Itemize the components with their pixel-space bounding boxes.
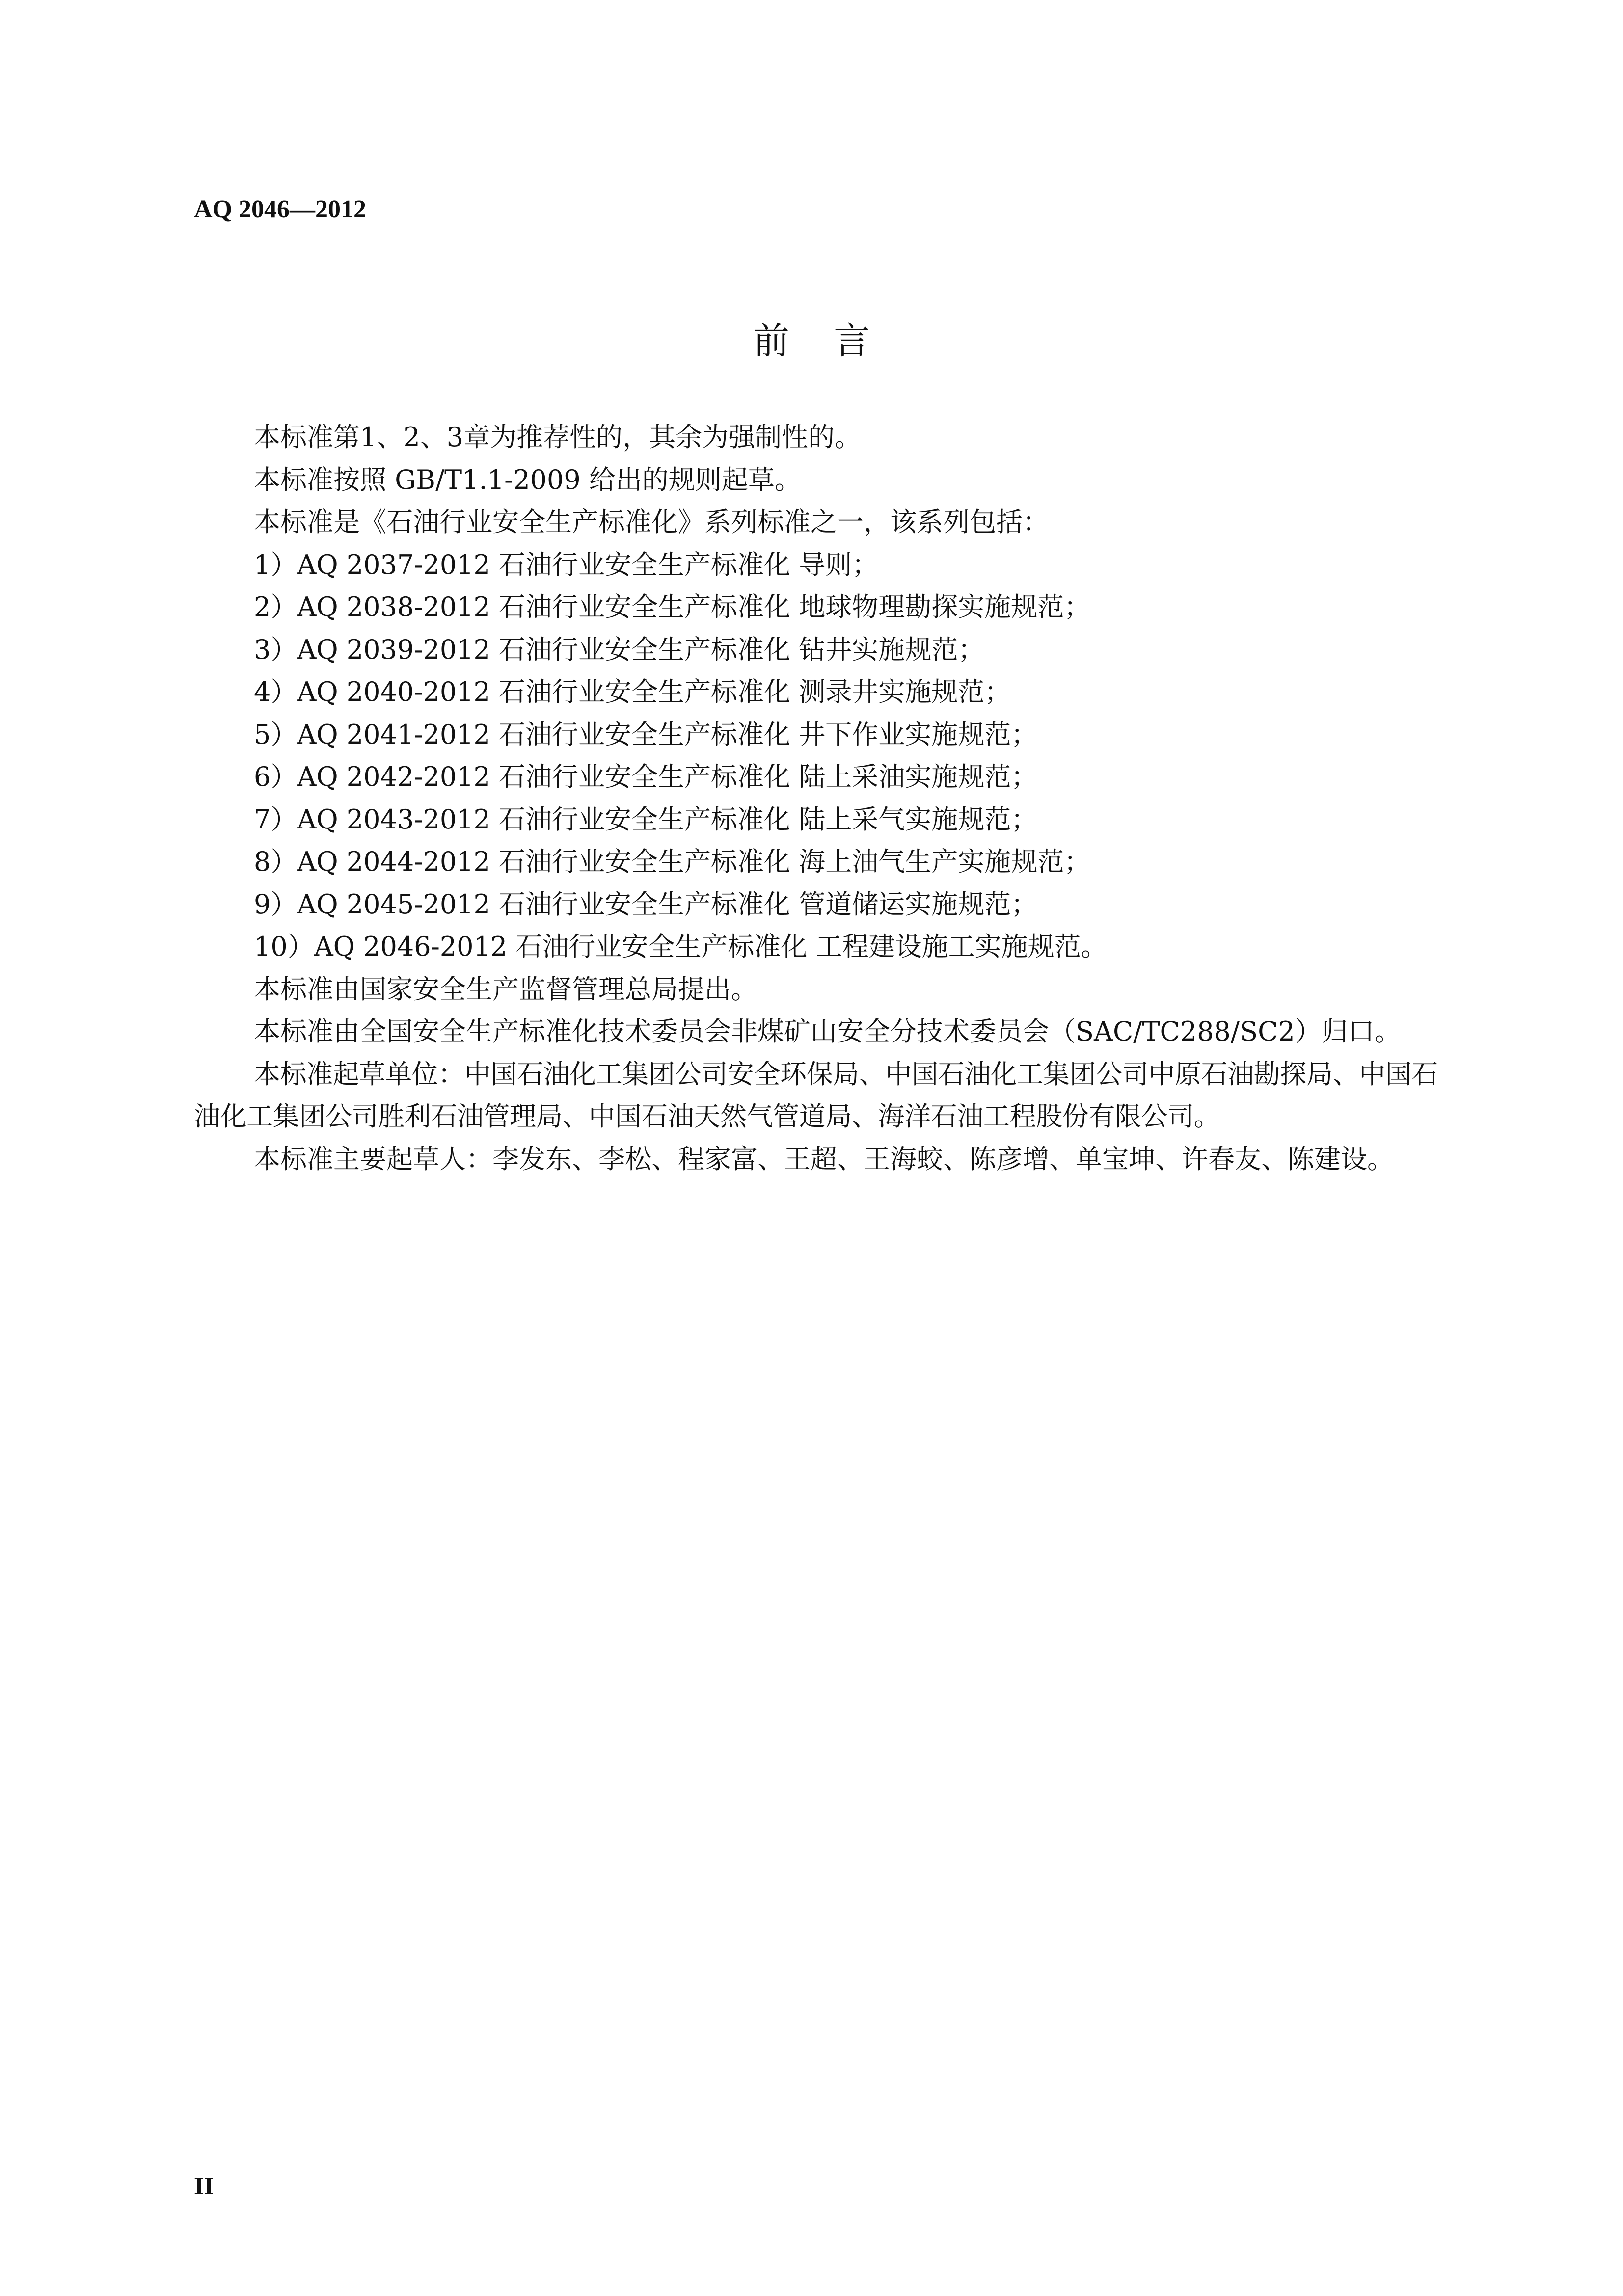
foreword-body — [194, 416, 1451, 1180]
page-title: 前言 — [753, 320, 914, 362]
series-list-item: 8）AQ 2044-2012 石油行业安全生产标准化 海上油气生产实施规范； — [254, 846, 1091, 877]
series-list-item: 10）AQ 2046-2012 石油行业安全生产标准化 工程建设施工实施规范。 — [254, 931, 1108, 962]
series-list-item: 7）AQ 2043-2012 石油行业安全生产标准化 陆上采气实施规范； — [254, 803, 1038, 835]
paragraph-series-intro: 本标准是《石油行业安全生产标准化》系列标准之一，该系列包括： — [254, 507, 1049, 537]
series-list-item: 4）AQ 2040-2012 石油行业安全生产标准化 测录井实施规范； — [254, 676, 1011, 707]
paragraph-drafting-units: 本标准起草单位：中国石油化工集团公司安全环保局、中国石油化工集团公司中原石油勘探局、中国石油化工集团公司胜利石油管理局、中国石油天然气管道局、海洋石油工程股份有限公司。 — [194, 1058, 1438, 1132]
paragraph-drafters: 本标准主要起草人：李发东、李松、程家富、王超、王海蛟、陈彦增、单宝坤、许春友、陈建设。 — [254, 1143, 1394, 1175]
series-list-item: 3）AQ 2039-2012 石油行业安全生产标准化 钻井实施规范； — [254, 634, 985, 665]
paragraph-proposer: 本标准由国家安全生产监督管理总局提出。 — [254, 973, 757, 1005]
paragraph-drafting-rules: 本标准按照 GB/T1.1-2009 给出的规则起草。 — [254, 464, 801, 495]
series-list-item: 2）AQ 2038-2012 石油行业安全生产标准化 地球物理勘探实施规范； — [254, 591, 1091, 622]
series-list-item: 1）AQ 2037-2012 石油行业安全生产标准化 导则； — [254, 549, 879, 580]
paragraph-mandatory-scope: 本标准第1、2、3章为推荐性的，其余为强制性的。 — [254, 422, 862, 453]
paragraph-centralized-by: 本标准由全国安全生产标准化技术委员会非煤矿山安全分技术委员会（SAC/TC288/SC2）归口。 — [254, 1016, 1401, 1047]
series-list-item: 9）AQ 2045-2012 石油行业安全生产标准化 管道储运实施规范； — [254, 888, 1038, 920]
standard-code-header: AQ 2046—2012 — [194, 195, 366, 223]
series-list-item: 5）AQ 2041-2012 石油行业安全生产标准化 井下作业实施规范； — [254, 719, 1038, 750]
page-number: II — [194, 2172, 214, 2200]
series-list-item: 6）AQ 2042-2012 石油行业安全生产标准化 陆上采油实施规范； — [254, 761, 1038, 792]
